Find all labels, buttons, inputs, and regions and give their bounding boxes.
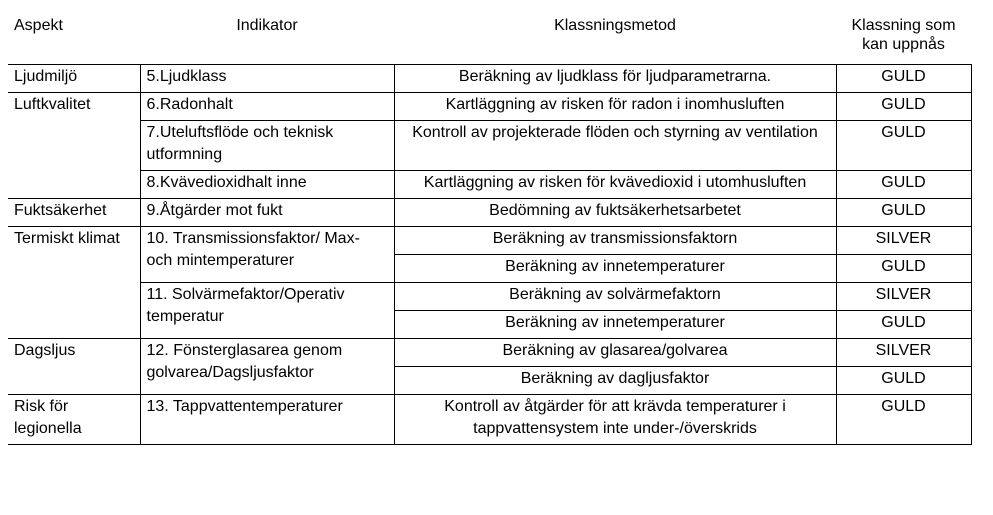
indicator-cell: 7.Uteluftsflöde och teknisk utformning <box>140 121 394 171</box>
indicator-cell: 10. Transmissionsfaktor/ Max- och mintemperaturer <box>140 227 394 283</box>
indicator-cell: 8.Kvävedioxidhalt inne <box>140 171 394 199</box>
indicator-cell: 13. Tappvattentemperaturer <box>140 395 394 445</box>
table-row <box>8 283 971 311</box>
method-cell: Beräkning av ljudklass för ljudparametrarna. <box>394 65 836 93</box>
table-row <box>8 65 971 93</box>
method-cell: Beräkning av solvärmefaktorn <box>394 283 836 311</box>
header-method: Klassningsmetod <box>394 12 836 65</box>
method-cell: Kontroll av projekterade flöden och styrning av ventilation <box>394 121 836 171</box>
method-cell: Bedömning av fuktsäkerhetsarbetet <box>394 199 836 227</box>
class-cell: GULD <box>836 395 971 445</box>
indicator-cell: 5.Ljudklass <box>140 65 394 93</box>
class-cell: GULD <box>836 93 971 121</box>
classification-table <box>8 12 972 445</box>
method-cell: Kartläggning av risken för kvävedioxid i utomhusluften <box>394 171 836 199</box>
table-row <box>8 199 971 227</box>
method-cell: Beräkning av innetemperaturer <box>394 311 836 339</box>
class-cell: SILVER <box>836 339 971 367</box>
table-row <box>8 93 971 121</box>
class-cell: GULD <box>836 171 971 199</box>
table-row <box>8 227 971 255</box>
class-cell: GULD <box>836 65 971 93</box>
table-row <box>8 121 971 171</box>
class-cell: GULD <box>836 367 971 395</box>
aspect-cell: Ljudmiljö <box>8 65 140 93</box>
indicator-cell: 11. Solvärmefaktor/Operativ temperatur <box>140 283 394 339</box>
class-cell: GULD <box>836 255 971 283</box>
aspect-cell: Termiskt klimat <box>8 227 140 339</box>
class-cell: SILVER <box>836 283 971 311</box>
aspect-cell: Dagsljus <box>8 339 140 395</box>
table-header-row <box>8 12 971 65</box>
method-cell: Beräkning av glasarea/golvarea <box>394 339 836 367</box>
method-cell: Kartläggning av risken för radon i inomhusluften <box>394 93 836 121</box>
indicator-cell: 9.Åtgärder mot fukt <box>140 199 394 227</box>
header-aspect: Aspekt <box>8 12 140 65</box>
class-cell: GULD <box>836 121 971 171</box>
class-cell: GULD <box>836 199 971 227</box>
indicator-text: 12. Fönsterglasarea genom golvarea/Dagsljusfaktor <box>146 342 343 381</box>
table-row <box>8 171 971 199</box>
aspect-cell: Risk för legionella <box>8 395 140 445</box>
method-cell: Beräkning av transmissionsfaktorn <box>394 227 836 255</box>
table-row <box>8 339 971 367</box>
aspect-cell: Fuktsäkerhet <box>8 199 140 227</box>
class-cell: SILVER <box>836 227 971 255</box>
header-class: Klassning som kan uppnås <box>836 12 971 65</box>
table-row <box>8 395 971 445</box>
indicator-cell: 6.Radonhalt <box>140 93 394 121</box>
method-cell: Kontroll av åtgärder för att krävda temperaturer i tappvattensystem inte under-/överskrids <box>394 395 836 445</box>
class-cell: GULD <box>836 311 971 339</box>
aspect-cell: Luftkvalitet <box>8 93 140 199</box>
method-cell: Beräkning av dagljusfaktor <box>394 367 836 395</box>
method-cell: Beräkning av innetemperaturer <box>394 255 836 283</box>
header-indicator: Indikator <box>140 12 394 65</box>
indicator-cell <box>140 339 394 395</box>
